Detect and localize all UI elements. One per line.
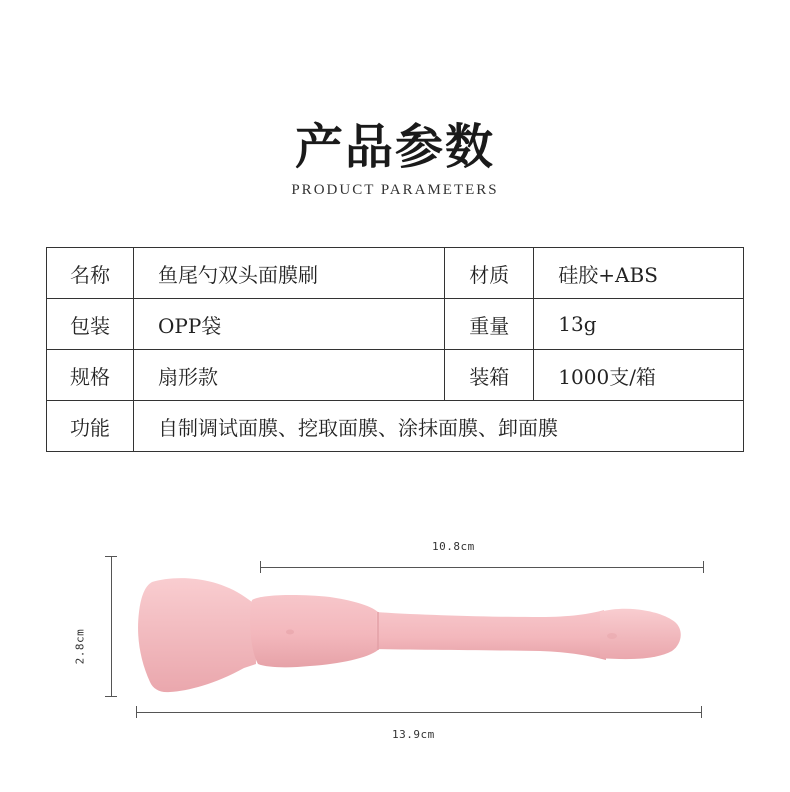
spatula-head — [138, 578, 256, 692]
weight-label: 重量 — [445, 299, 534, 350]
handle-length-label: 10.8cm — [432, 540, 475, 553]
box-label: 装箱 — [445, 350, 534, 401]
brush-neck — [250, 595, 378, 667]
name-label: 名称 — [47, 248, 134, 299]
spec-label: 规格 — [47, 350, 134, 401]
package-label: 包装 — [47, 299, 134, 350]
weight-value: 13g — [534, 299, 744, 350]
function-value: 自制调试面膜、挖取面膜、涂抹面膜、卸面膜 — [134, 401, 744, 452]
package-value: OPP袋 — [134, 299, 445, 350]
function-label: 功能 — [47, 401, 134, 452]
box-value: 1000支/箱 — [534, 350, 744, 401]
page-title: 产品参数 — [294, 119, 495, 175]
spec-value: 扇形款 — [134, 350, 445, 401]
material-label: 材质 — [445, 248, 534, 299]
width-label: 2.8cm — [73, 628, 87, 665]
name-value: 鱼尾勺双头面膜刷 — [134, 248, 445, 299]
total-length-label: 13.9cm — [392, 728, 435, 741]
material-value: 硅胶+ABS — [534, 248, 744, 299]
brush-handle — [376, 610, 606, 660]
page-subtitle: PRODUCT PARAMETERS — [291, 182, 499, 198]
